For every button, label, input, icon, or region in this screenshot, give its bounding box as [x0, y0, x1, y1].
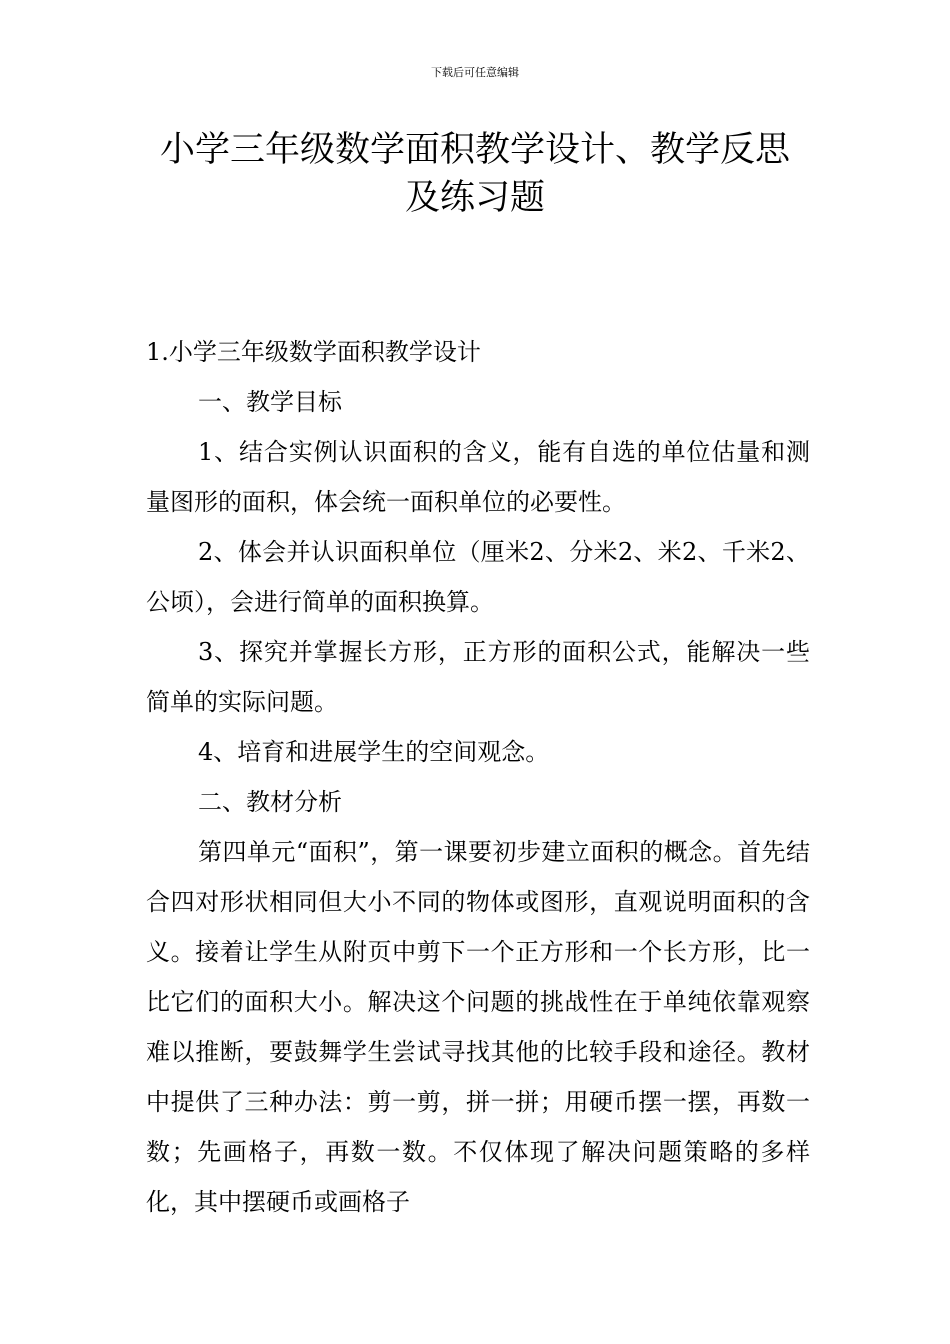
title-line-2: 及练习题: [404, 178, 545, 218]
page-header-note: 下载后可任意编辑: [431, 66, 519, 79]
subsection-heading: 二、教材分析: [198, 788, 342, 816]
document-body: [146, 327, 810, 1227]
analysis-paragraph: 第四单元“面积”，第一课要初步建立面积的概念。首先结合四对形状相同但大小不同的物体或图形，直观说明面积的含义。接着让学生从附页中剪下一个正方形和一个长方形，比一比它们的面积大小。解决这个问题的挑战性在于单纯依靠观察难以推断，要鼓舞学生尝试寻找其他的比较手段和途径。教材中提供了三种办法：剪一剪，拼一拼；用硬币摆一摆，再数一数；先画格子，再数一数。不仅体现了解决问题策略的多样化，其中摆硬币或画格子: [146, 838, 810, 1216]
objective-paragraph: 1、结合实例认识面积的含义，能有自选的单位估量和测量图形的面积，体会统一面积单位的必要性。: [146, 438, 810, 516]
objective-paragraph: 4、培育和进展学生的空间观念。: [198, 738, 550, 766]
section-heading: 1.小学三年级数学面积教学设计: [146, 338, 481, 366]
title-line-1: 小学三年级数学面积教学设计、教学反思: [159, 130, 790, 170]
subsection-heading: 一、教学目标: [198, 388, 342, 416]
objective-paragraph: 2、体会并认识面积单位（厘米2、分米2、米2、千米2、公顷），会进行简单的面积换算。: [146, 538, 810, 616]
objective-paragraph: 3、探究并掌握长方形，正方形的面积公式，能解决一些简单的实际问题。: [146, 638, 810, 716]
document-title: [100, 126, 850, 222]
